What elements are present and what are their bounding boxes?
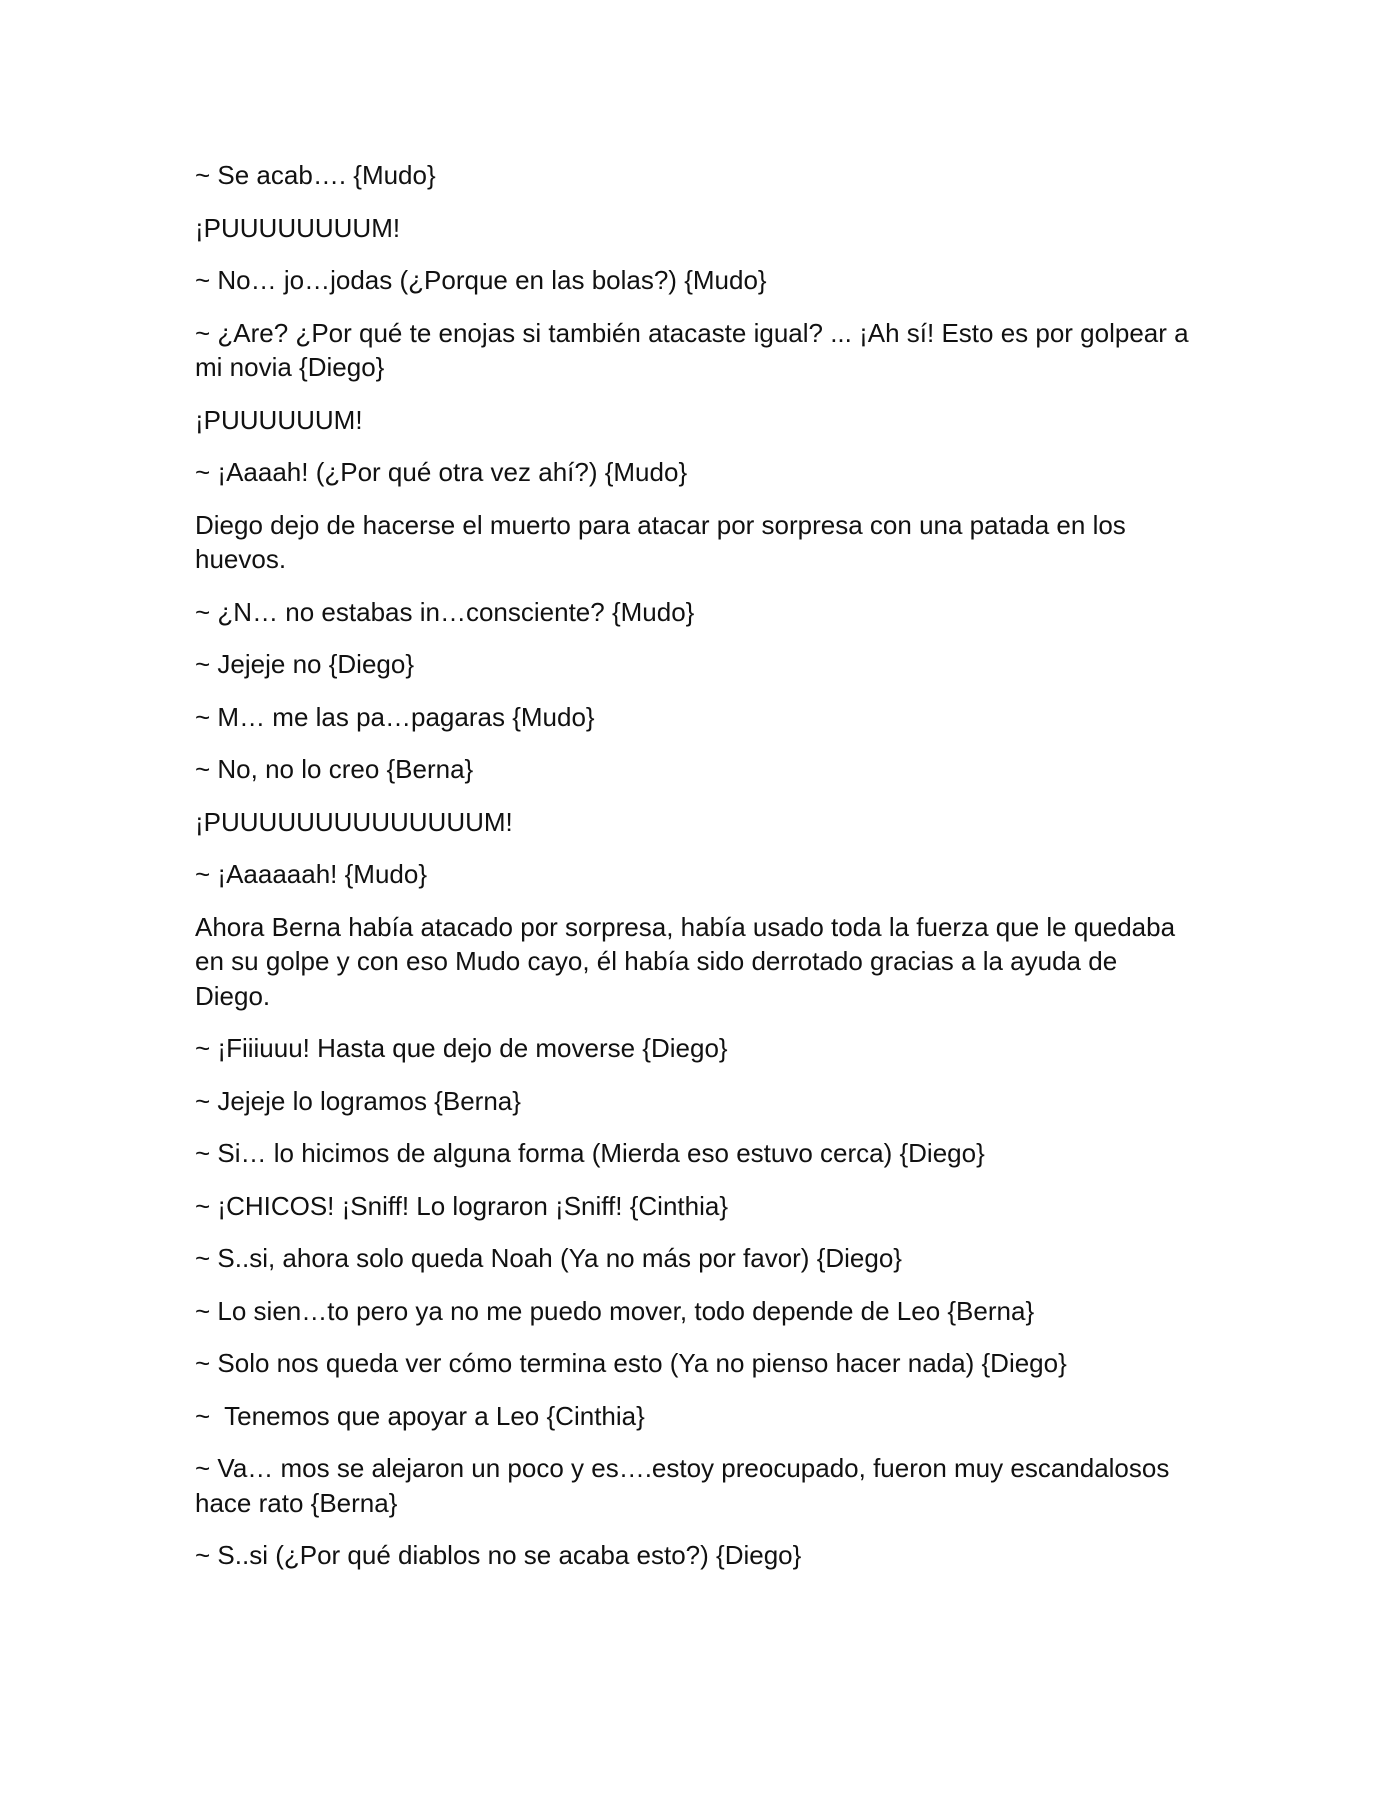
dialogue-line: ~ ¿N… no estabas in…consciente? {Mudo}	[195, 596, 695, 627]
dialogue-line: ~ ¡CHICOS! ¡Sniff! Lo lograron ¡Sniff! {Cinthia}	[195, 1190, 729, 1221]
sound-effect: ¡PUUUUUUUUM!	[195, 212, 401, 243]
dialogue-line: ~ Jejeje lo logramos {Berna}	[195, 1085, 521, 1116]
dialogue-line: ~ ¡Fiiiuuu! Hasta que dejo de moverse {Diego}	[195, 1033, 728, 1063]
dialogue-line: ~ No… jo…jodas (¿Porque en las bolas?) {Mudo}	[195, 265, 767, 295]
dialogue-line: ~ Lo sien…to pero ya no me puedo mover, todo depende de Leo {Berna}	[195, 1295, 1035, 1326]
dialogue-line: ~ No, no lo creo {Berna}	[195, 754, 474, 784]
dialogue-line: ~ S..si (¿Por qué diablos no se acaba esto?) {Diego}	[195, 1540, 802, 1570]
dialogue-line: ~ S..si, ahora solo queda Noah (Ya no más por favor) {Diego}	[195, 1243, 902, 1273]
dialogue-line: ~ Solo nos queda ver cómo termina esto (Ya no pienso hacer nada) {Diego}	[195, 1348, 1067, 1378]
dialogue-line: ~ Si… lo hicimos de alguna forma (Mierda eso estuvo cerca) {Diego}	[195, 1138, 985, 1168]
dialogue-line: ~ ¡Aaaah! (¿Por qué otra vez ahí?) {Mudo}	[195, 457, 688, 487]
dialogue-line: ~ ¡Aaaaaah! {Mudo}	[195, 859, 428, 889]
dialogue-line: ~ Se acab…. {Mudo}	[195, 160, 436, 190]
document-body	[195, 158, 1195, 1591]
dialogue-line: ~ Tenemos que apoyar a Leo {Cinthia}	[195, 1400, 645, 1431]
narration-paragraph: Ahora Berna había atacado por sorpresa, había usado toda la fuerza que le quedaba en su golpe y con eso Mudo cayo, él había sido derrotado gracias a la ayuda de Diego.	[195, 911, 1183, 1011]
dialogue-line: ~ ¿Are? ¿Por qué te enojas si también atacaste igual? ... ¡Ah sí! Esto es por golpear a mi novia {Diego}	[195, 317, 1196, 382]
sound-effect: ¡PUUUUUUM!	[195, 404, 363, 435]
dialogue-line: ~ M… me las pa…pagaras {Mudo}	[195, 701, 595, 732]
dialogue-line: ~ Jejeje no {Diego}	[195, 649, 415, 679]
dialogue-line: ~ Va… mos se alejaron un poco y es….estoy preocupado, fueron muy escandalosos hace rato {Berna}	[195, 1453, 1177, 1518]
sound-effect: ¡PUUUUUUUUUUUUUUM!	[195, 806, 513, 837]
narration-paragraph: Diego dejo de hacerse el muerto para atacar por sorpresa con una patada en los huevos.	[195, 509, 1134, 574]
